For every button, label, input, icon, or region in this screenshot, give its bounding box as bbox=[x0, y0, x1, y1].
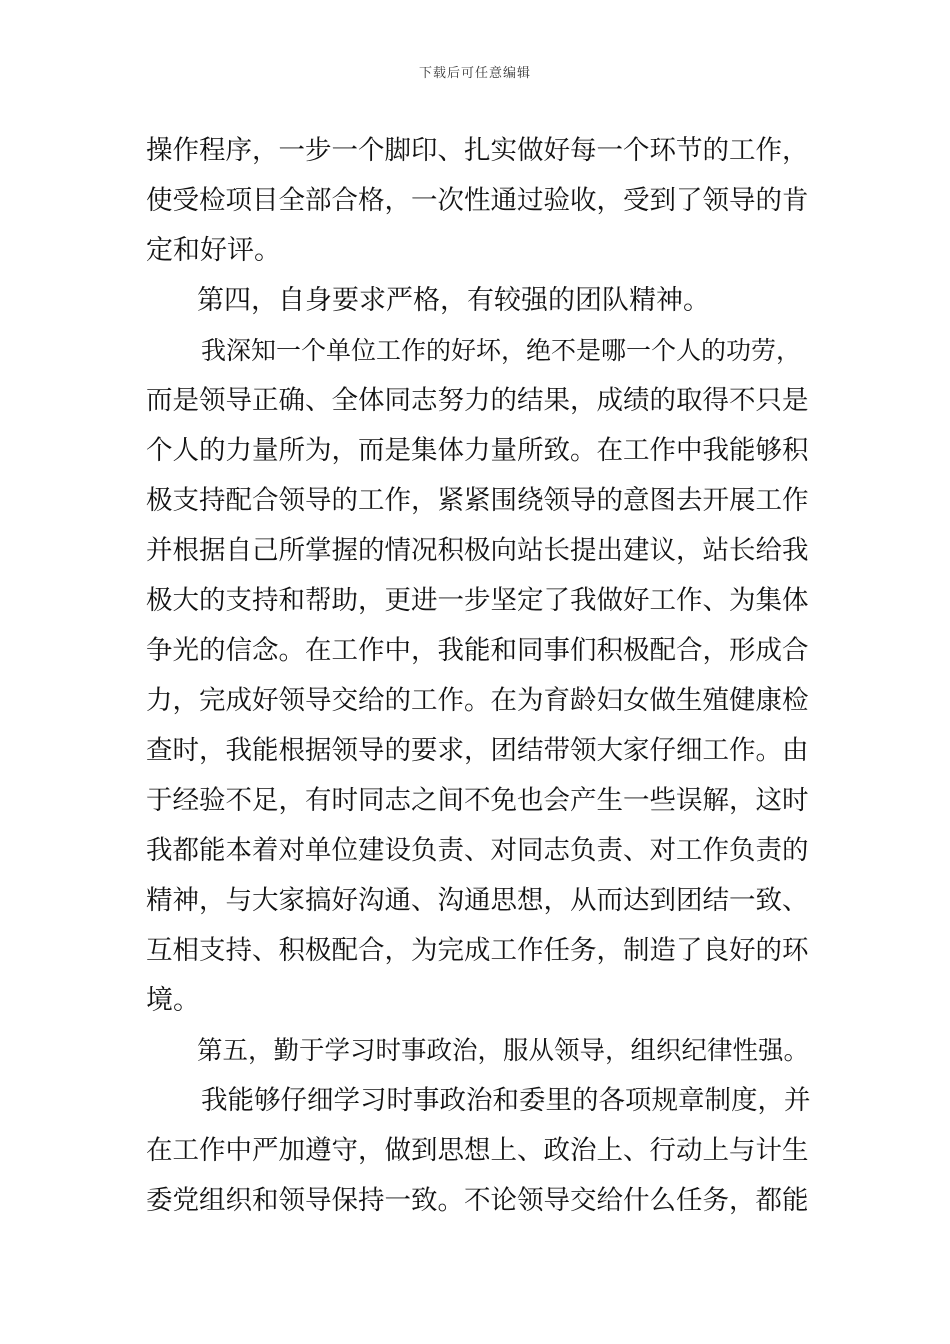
text-line: 精神，与大家搞好沟通、沟通思想，从而达到团结一致、 bbox=[146, 885, 809, 916]
text-line: 我能够仔细学习时事政治和委里的各项规章制度，并 bbox=[201, 1085, 811, 1116]
text-line: 争光的信念。在工作中，我能和同事们积极配合，形成合 bbox=[146, 635, 809, 666]
text-line: 第四，自身要求严格，有较强的团队精神。 bbox=[197, 285, 710, 316]
text-line: 于经验不足，有时同志之间不免也会产生一些误解，这时 bbox=[146, 785, 809, 816]
page-header: 下载后可任意编辑 bbox=[418, 66, 531, 81]
text-line: 我都能本着对单位建设负责、对同志负责、对工作负责的 bbox=[146, 835, 809, 866]
text-line: 查时，我能根据领导的要求，团结带领大家仔细工作。由 bbox=[146, 735, 809, 766]
text-line: 极大的支持和帮助，更进一步坚定了我做好工作、为集体 bbox=[146, 585, 809, 616]
text-line: 而是领导正确、全体同志努力的结果，成绩的取得不只是 bbox=[146, 385, 809, 416]
text-line: 并根据自己所掌握的情况积极向站长提出建议，站长给我 bbox=[146, 535, 809, 566]
text-line: 第五，勤于学习时事政治，服从领导，组织纪律性强。 bbox=[197, 1036, 810, 1066]
text-line: 极支持配合领导的工作，紧紧围绕领导的意图去开展工作 bbox=[146, 485, 809, 516]
text-line: 我深知一个单位工作的好坏，绝不是哪一个人的功劳， bbox=[201, 336, 802, 365]
text-line: 力，完成好领导交给的工作。在为育龄妇女做生殖健康检 bbox=[146, 685, 809, 716]
text-line: 定和好评。 bbox=[146, 235, 281, 266]
document-body bbox=[146, 126, 811, 1226]
text-line: 操作程序，一步一个脚印、扎实做好每一个环节的工作， bbox=[146, 135, 809, 166]
text-line: 个人的力量所为，而是集体力量所致。在工作中我能够积 bbox=[146, 435, 809, 466]
text-line: 在工作中严加遵守，做到思想上、政治上、行动上与计生 bbox=[146, 1135, 809, 1166]
text-line: 使受检项目全部合格，一次性通过验收，受到了领导的肯 bbox=[146, 185, 809, 216]
text-line: 互相支持、积极配合，为完成工作任务，制造了良好的环 bbox=[146, 935, 809, 966]
text-line: 委党组织和领导保持一致。不论领导交给什么任务，都能 bbox=[146, 1185, 809, 1216]
text-line: 境。 bbox=[146, 985, 200, 1016]
